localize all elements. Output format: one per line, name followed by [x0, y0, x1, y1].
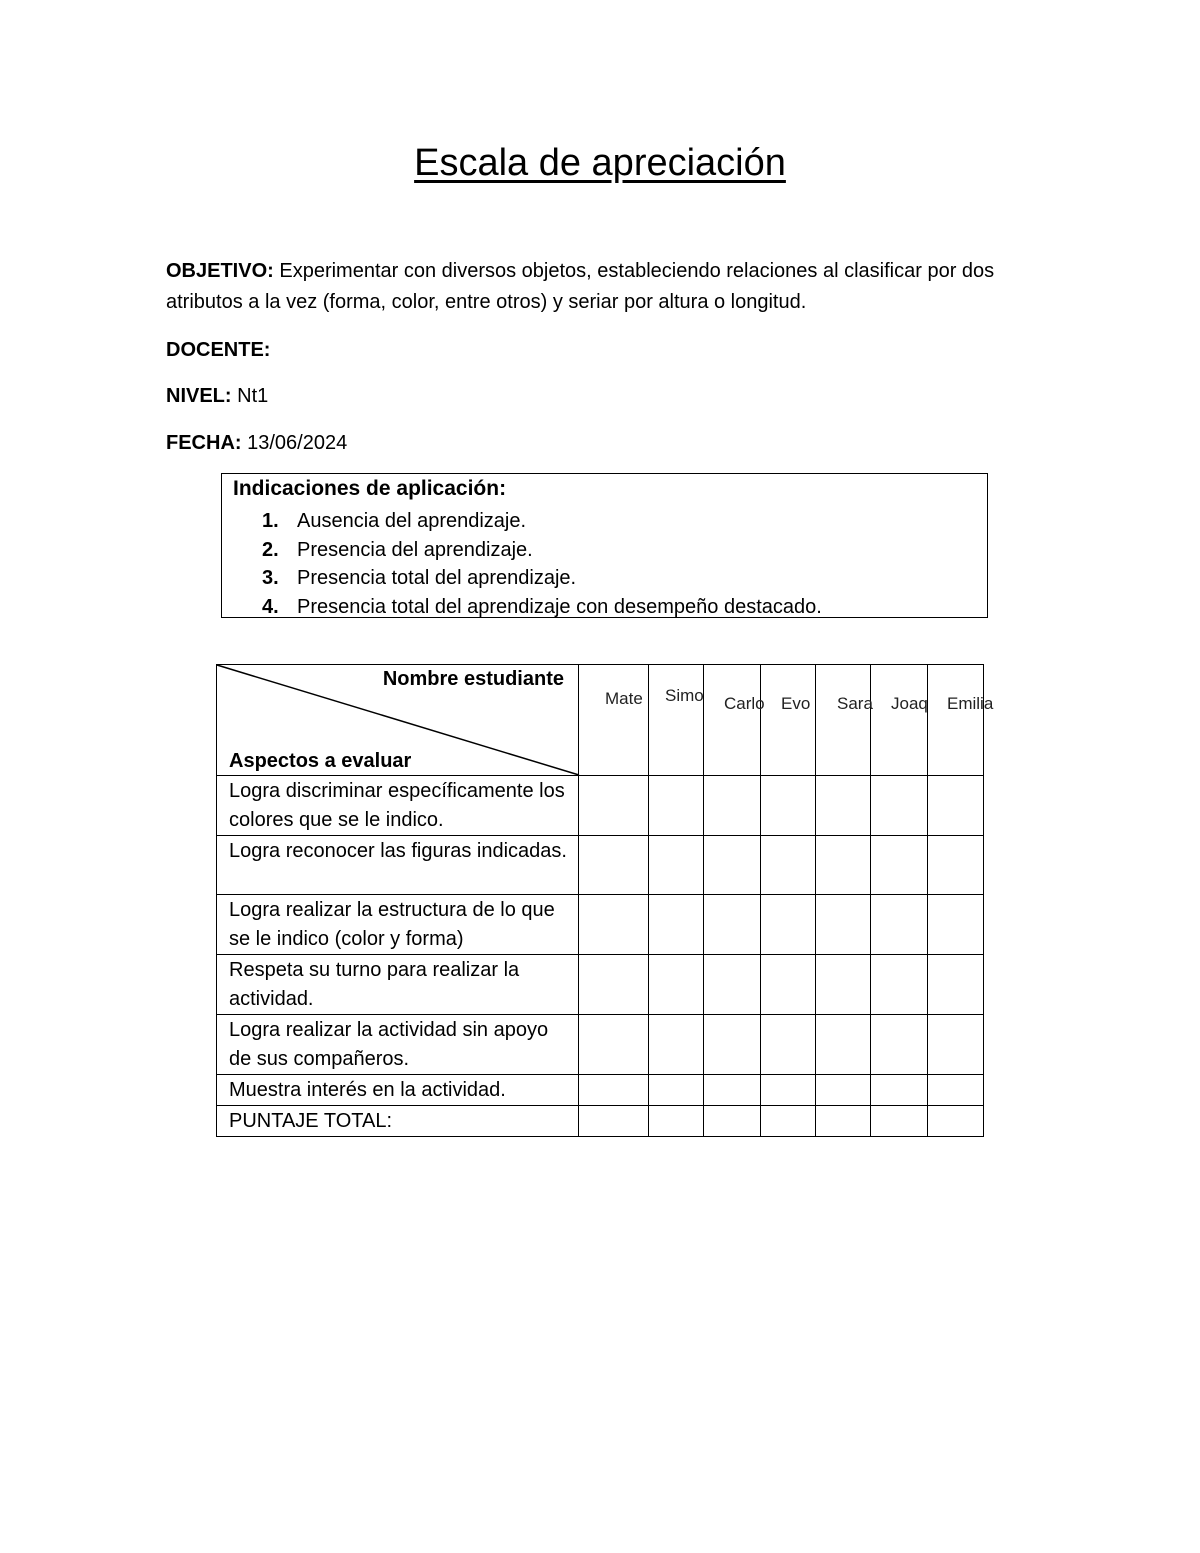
total-cell[interactable] — [871, 1106, 928, 1137]
table-total-row — [217, 1106, 984, 1137]
score-cell[interactable] — [816, 955, 871, 1015]
table-row — [217, 895, 984, 955]
score-cell[interactable] — [761, 776, 816, 836]
total-cell[interactable] — [649, 1106, 704, 1137]
nivel-label: NIVEL: — [166, 385, 232, 407]
score-cell[interactable] — [579, 1075, 649, 1106]
score-cell[interactable] — [928, 1075, 984, 1106]
score-cell[interactable] — [816, 1015, 871, 1075]
score-cell[interactable] — [649, 836, 704, 895]
objetivo-text: Experimentar con diversos objetos, estableciendo relaciones al clasificar por dos atributos a la vez (forma, color, entre otros) y seriar por altura o longitud. — [166, 260, 995, 313]
nivel-line — [166, 381, 268, 412]
indicaciones-list — [262, 507, 822, 621]
score-cell[interactable] — [649, 776, 704, 836]
nivel-value: Nt1 — [231, 385, 269, 407]
score-cell[interactable] — [579, 1015, 649, 1075]
score-cell[interactable] — [871, 1075, 928, 1106]
score-cell[interactable] — [871, 776, 928, 836]
table-corner-header — [217, 665, 579, 776]
student-name: Evo — [781, 694, 811, 713]
student-header — [871, 665, 928, 776]
objetivo-paragraph — [166, 256, 1016, 318]
student-header — [761, 665, 816, 776]
table-row — [217, 776, 984, 836]
table-row — [217, 955, 984, 1015]
score-cell[interactable] — [928, 836, 984, 895]
table-row — [217, 1015, 984, 1075]
score-cell[interactable] — [928, 895, 984, 955]
score-cell[interactable] — [761, 955, 816, 1015]
aspect-cell: Respeta su turno para realizar la actividad. — [217, 955, 579, 1015]
score-cell[interactable] — [649, 955, 704, 1015]
score-cell[interactable] — [579, 836, 649, 895]
indicacion-number: 2. — [262, 538, 279, 561]
indicacion-text: Ausencia del aprendizaje. — [297, 510, 527, 532]
score-cell[interactable] — [761, 836, 816, 895]
indicacion-item — [262, 593, 822, 622]
score-cell[interactable] — [816, 836, 871, 895]
score-cell[interactable] — [816, 776, 871, 836]
student-name: Joaq — [891, 694, 928, 713]
score-cell[interactable] — [928, 776, 984, 836]
docente-line — [166, 335, 270, 366]
score-cell[interactable] — [761, 1075, 816, 1106]
indicacion-number: 3. — [262, 567, 279, 589]
aspect-cell: Logra reconocer las figuras indicadas. — [217, 836, 579, 895]
student-header — [928, 665, 994, 776]
aspect-cell: Logra realizar la actividad sin apoyo de sus compañeros. — [217, 1015, 579, 1075]
aspect-cell: Muestra interés en la actividad. — [217, 1075, 579, 1106]
student-name: Simo — [665, 686, 704, 705]
table-row — [217, 836, 984, 895]
score-cell[interactable] — [816, 895, 871, 955]
total-cell[interactable] — [579, 1106, 649, 1137]
score-cell[interactable] — [649, 1015, 704, 1075]
student-name: Carlo — [724, 694, 765, 713]
indicacion-text: Presencia total del aprendizaje con desempeño destacado. — [297, 595, 822, 618]
score-cell[interactable] — [928, 955, 984, 1015]
student-name: Emilia — [947, 694, 994, 713]
score-cell[interactable] — [704, 1075, 761, 1106]
table-header-row — [217, 665, 984, 776]
total-cell[interactable] — [816, 1106, 871, 1137]
indicacion-number: 1. — [262, 510, 279, 532]
total-cell[interactable] — [761, 1106, 816, 1137]
score-cell[interactable] — [704, 836, 761, 895]
indicacion-text: Presencia total del aprendizaje. — [297, 567, 577, 589]
score-cell[interactable] — [761, 1015, 816, 1075]
aspect-cell: Logra realizar la estructura de lo que se le indico (color y forma) — [217, 895, 579, 955]
student-header — [579, 665, 649, 776]
student-header — [816, 665, 871, 776]
page-title: Escala de apreciación — [414, 142, 786, 184]
total-cell[interactable] — [928, 1106, 984, 1137]
indicacion-item — [262, 564, 822, 593]
fecha-label: FECHA: — [166, 432, 242, 454]
evaluation-table — [216, 664, 994, 1137]
score-cell[interactable] — [704, 776, 761, 836]
indicaciones-title: Indicaciones de aplicación: — [233, 477, 507, 500]
docente-label: DOCENTE: — [166, 339, 271, 361]
score-cell[interactable] — [871, 836, 928, 895]
score-cell[interactable] — [704, 895, 761, 955]
score-cell[interactable] — [579, 895, 649, 955]
fecha-line — [166, 428, 347, 459]
score-cell[interactable] — [579, 776, 649, 836]
objetivo-label: OBJETIVO: — [166, 260, 274, 282]
score-cell[interactable] — [928, 1015, 984, 1075]
student-name: Sara — [837, 694, 873, 713]
indicacion-text: Presencia del aprendizaje. — [297, 538, 533, 561]
header-aspects: Aspectos a evaluar — [229, 750, 412, 772]
score-cell[interactable] — [871, 1015, 928, 1075]
score-cell[interactable] — [871, 955, 928, 1015]
student-header — [704, 665, 765, 776]
score-cell[interactable] — [704, 955, 761, 1015]
indicaciones-box — [221, 473, 988, 618]
total-cell[interactable] — [704, 1106, 761, 1137]
table-row — [217, 1075, 984, 1106]
aspect-cell: Logra discriminar específicamente los colores que se le indico. — [217, 776, 579, 836]
score-cell[interactable] — [761, 895, 816, 955]
header-student-name: Nombre estudiante — [382, 668, 564, 690]
student-header — [649, 665, 704, 776]
score-cell[interactable] — [704, 1015, 761, 1075]
score-cell[interactable] — [579, 955, 649, 1015]
total-label-cell: PUNTAJE TOTAL: — [217, 1106, 579, 1137]
indicacion-number: 4. — [262, 595, 279, 618]
fecha-value: 13/06/2024 — [241, 432, 348, 454]
score-cell[interactable] — [871, 895, 928, 955]
score-cell[interactable] — [649, 895, 704, 955]
indicacion-item — [262, 536, 822, 565]
score-cell[interactable] — [816, 1075, 871, 1106]
score-cell[interactable] — [649, 1075, 704, 1106]
student-name: Mate — [605, 689, 643, 708]
indicacion-item — [262, 507, 822, 536]
